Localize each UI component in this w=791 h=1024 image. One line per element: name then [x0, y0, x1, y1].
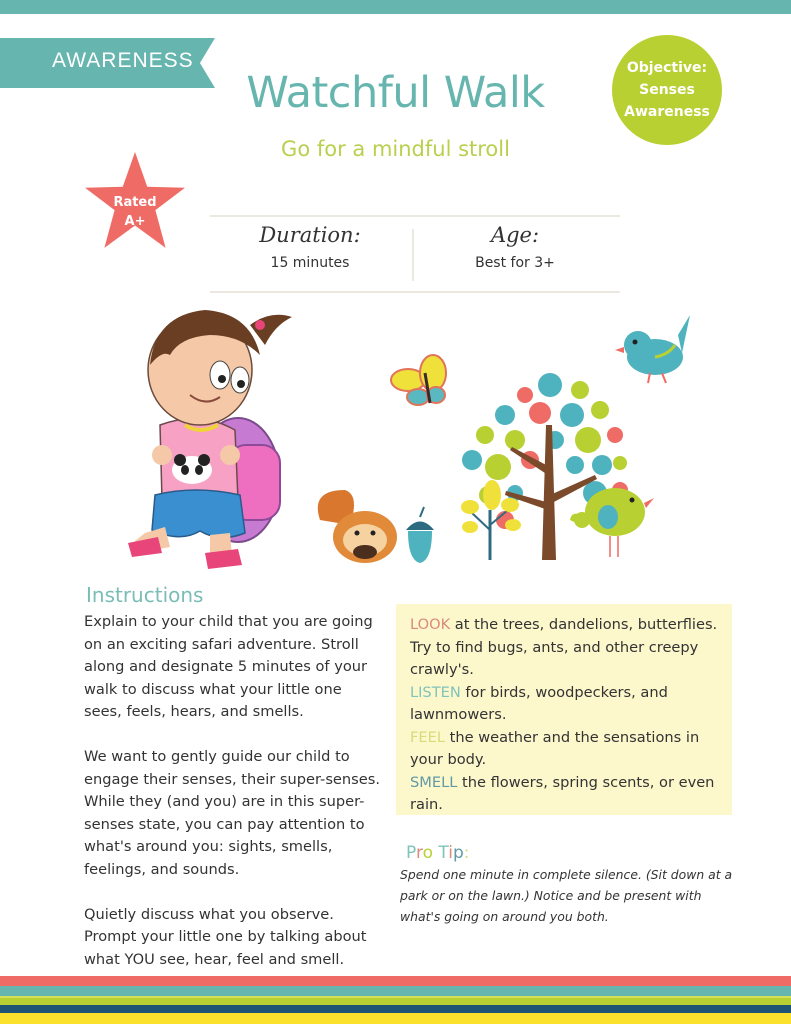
activity-info-box	[210, 215, 620, 293]
pro-tip-body: Spend one minute in complete silence. (Sit down at a park or on the lawn.) Notice and be present with what's going on around you both.	[400, 867, 733, 924]
instructions-paragraph: Quietly discuss what you observe. Prompt your little one by talking about what YOU see, hear, feel and smell.	[84, 905, 367, 968]
nature-walk-illustration	[110, 295, 710, 580]
age-value: Best for 3+	[475, 255, 555, 271]
senses-callout-box	[396, 604, 732, 815]
footer-stripe-yellow	[0, 1013, 791, 1024]
duration-column	[210, 217, 410, 291]
green-bird-illustration	[570, 488, 654, 557]
info-divider	[412, 229, 414, 281]
sense-item-smell	[410, 772, 718, 817]
sense-text: the weather and the sensations in your body.	[410, 728, 700, 768]
duration-value: 15 minutes	[270, 255, 350, 271]
acorn-illustration	[406, 507, 434, 563]
rating-label: Rated	[113, 195, 157, 210]
sense-text: at the trees, dandelions, butterflies. Try to find bugs, ants, and other creepy crawly's.	[410, 616, 718, 678]
objective-value-line2: Awareness	[624, 104, 710, 120]
sense-keyword: FEEL	[410, 728, 445, 746]
pro-tip-letter: T	[438, 843, 449, 863]
instructions-paragraph: We want to gently guide our child to engage their senses, their super-senses. While they (and you) are in this super-senses state, you can pay attention to what's around you: sights, smells, feelings, and sounds.	[84, 748, 380, 878]
squirrel-illustration	[318, 490, 397, 563]
instructions-body	[84, 611, 384, 994]
girl-with-backpack-illustration	[128, 310, 292, 569]
pro-tip-letter: :	[463, 843, 470, 863]
pro-tip-heading	[406, 843, 470, 863]
instructions-heading: Instructions	[86, 583, 204, 607]
footer-stripes	[0, 976, 791, 1024]
rating-value: A+	[124, 214, 146, 229]
footer-stripe-teal	[0, 986, 791, 996]
butterfly-illustration	[391, 355, 446, 405]
objective-badge	[612, 35, 722, 145]
sense-text: the flowers, spring scents, or even rain.	[410, 773, 715, 813]
duration-label: Duration:	[259, 223, 361, 247]
sense-keyword: SMELL	[410, 773, 458, 791]
category-ribbon-label: AWARENESS	[52, 49, 194, 72]
pro-tip-letter: P	[406, 843, 416, 863]
sense-item-feel	[410, 727, 718, 772]
rating-badge	[84, 193, 186, 231]
sense-item-listen	[410, 682, 718, 727]
pro-tip-letter: i	[448, 843, 453, 863]
age-column	[415, 217, 615, 291]
footer-stripe-lime	[0, 998, 791, 1005]
sense-text: for birds, woodpeckers, and lawnmowers.	[410, 683, 668, 723]
footer-stripe-coral	[0, 976, 791, 986]
instructions-paragraph: Explain to your child that you are going on an exciting safari adventure. Stroll along and designate 5 minutes of your walk to discuss what your little one sees, feels, hears, and smells.	[84, 613, 373, 720]
age-label: Age:	[490, 223, 540, 247]
objective-label: Objective:	[626, 60, 708, 76]
pro-tip-letter: p	[453, 843, 464, 863]
top-accent-bar	[0, 0, 791, 14]
sense-keyword: LISTEN	[410, 683, 461, 701]
sense-keyword: LOOK	[410, 616, 451, 633]
footer-stripe-navy	[0, 1005, 791, 1013]
objective-value-line1: Senses	[639, 82, 695, 98]
pro-tip-letter: r	[415, 843, 423, 863]
page-subtitle: Go for a mindful stroll	[281, 137, 510, 161]
page-title-text: Watchful Walk	[246, 68, 545, 118]
sense-item-look	[410, 614, 718, 682]
pro-tip-letter: o	[422, 843, 433, 863]
blue-bird-illustration	[615, 315, 690, 383]
